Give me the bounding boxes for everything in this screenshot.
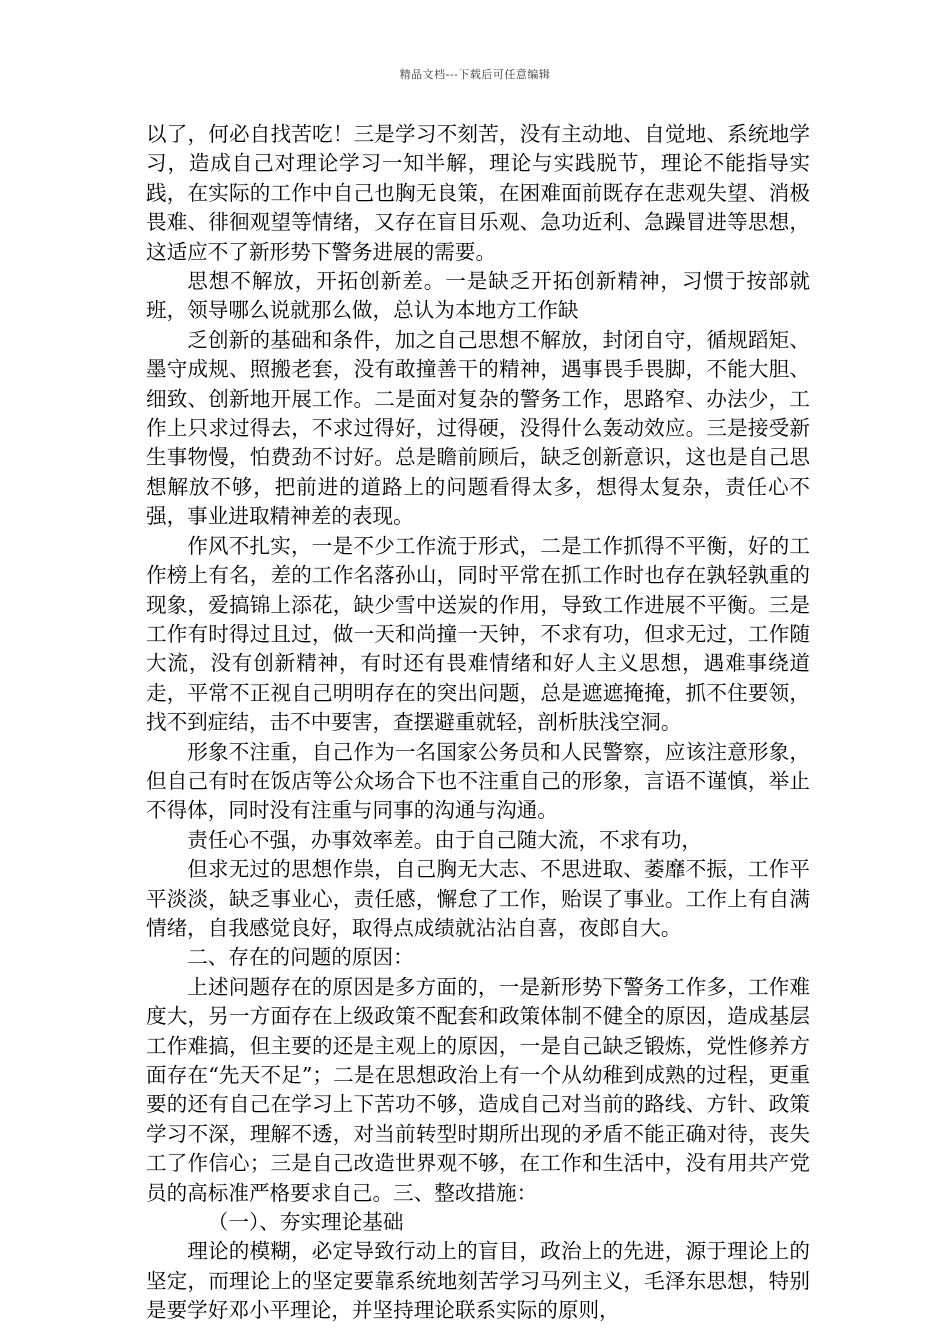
paragraph-theory: 理论的模糊，必定导致行动上的盲目，政治上的先进，源于理论上的坚定，而理论上的坚定要靠系统地刻苦学习马列主义，毛泽东思想，特别是要学好邓小平理论，并坚持理论联系实际的原则，: [146, 1239, 810, 1323]
paragraph-causes: 上述问题存在的原因是多方面的，一是新形势下警务工作多，工作难度大，另一方面存在上级政策不配套和政策体制不健全的原因，造成基层工作难搞，但主要的还是主观上的原因，一是自己缺乏锻炼，党性修养方面存在“先天不足”；二是在思想政治上有一个从幼稚到成熟的过程，更重要的还有自己在学习上下苦功不够，造成自己对当前的路线、方针、政策学习不深，理解不透，对当前转型时期所出现的矛盾不能正确对待，丧失工了作信心；三是自己改造世界观不够，在工作和生活中，没有用共产党员的高标准严格要求自己。三、整改措施：: [146, 974, 810, 1205]
document-body: [146, 120, 810, 1326]
paragraph-innovation-lacking: 乏创新的基础和条件，加之自己思想不解放，封闭自守，循规蹈矩、墨守成规、照搬老套，没有敢撞善干的精神，遇事畏手畏脚，不能大胆、细致、创新地开展工作。二是面对复杂的警务工作，思路窄、办法少，工作上只求过得去，不求过得好，过得硬，没得什么轰动效应。三是接受新生事物慢，怕费劲不讨好。总是瞻前顾后，缺乏创新意识，这也是自己思想解放不够，把前进的道路上的问题看得太多，想得太复杂，责任心不强，事业进取精神差的表现。: [146, 327, 810, 529]
paragraph-responsibility: 责任心不强，办事效率差。由于自己随大流，不求有功，: [187, 827, 703, 852]
paragraph-responsibility-continued: 但求无过的思想作祟，自己胸无大志、不思进取、萎靡不振，工作平平淡淡，缺乏事业心，责任感，懈怠了工作，贻误了事业。工作上有自满情绪，自我感觉良好，取得点成绩就沾沾自喜，夜郎自大。: [146, 857, 810, 940]
page-header: 精品文档---下载后可任意编辑: [399, 68, 551, 81]
section-heading-causes: 二、存在的问题的原因：: [187, 945, 414, 970]
paragraph-thinking-not-liberated: 思想不解放，开拓创新差。一是缺乏开拓创新精神，习惯于按部就班，领导哪么说就那么做，总认为本地方工作缺: [146, 269, 810, 323]
paragraph-image: 形象不注重，自己作为一名国家公务员和人民警察，应该注意形象，但自己有时在饭店等公众场合下也不注重自己的形象，言语不谨慎，举止不得体，同时没有注重与同事的沟通与沟通。: [146, 739, 810, 823]
paragraph-work-style: 作风不扎实，一是不少工作流于形式，二是工作抓得不平衡，好的工作榜上有名，差的工作名落孙山，同时平常在抓工作时也存在孰轻孰重的现象，爱搞锦上添花，缺少雪中送炭的作用，导致工作进展不平衡。三是工作有时得过且过，做一天和尚撞一天钟，不求有功，但求无过，工作随大流，没有创新精神，有时还有畏难情绪和好人主义思想，遇难事绕道走，平常不正视自己明明存在的突出问题，总是遮遮掩掩，抓不住要领，找不到症结，击不中要害，查摆避重就轻，剖析肤浅空洞。: [146, 533, 810, 735]
paragraph-study-continuation: 以了，何必自找苦吃！三是学习不刻苦，没有主动地、自觉地、系统地学习，造成自己对理论学习一知半解，理论与实践脱节，理论不能指导实践，在实际的工作中自己也胸无良策，在困难面前既存在悲观失望、消极畏难、徘徊观望等情绪，又存在盲目乐观、急功近利、急躁冒进等思想，这适应不了新形势下警务进展的需要。: [146, 122, 810, 264]
subsection-heading-theory: （一）、夯实理论基础: [207, 1210, 404, 1235]
